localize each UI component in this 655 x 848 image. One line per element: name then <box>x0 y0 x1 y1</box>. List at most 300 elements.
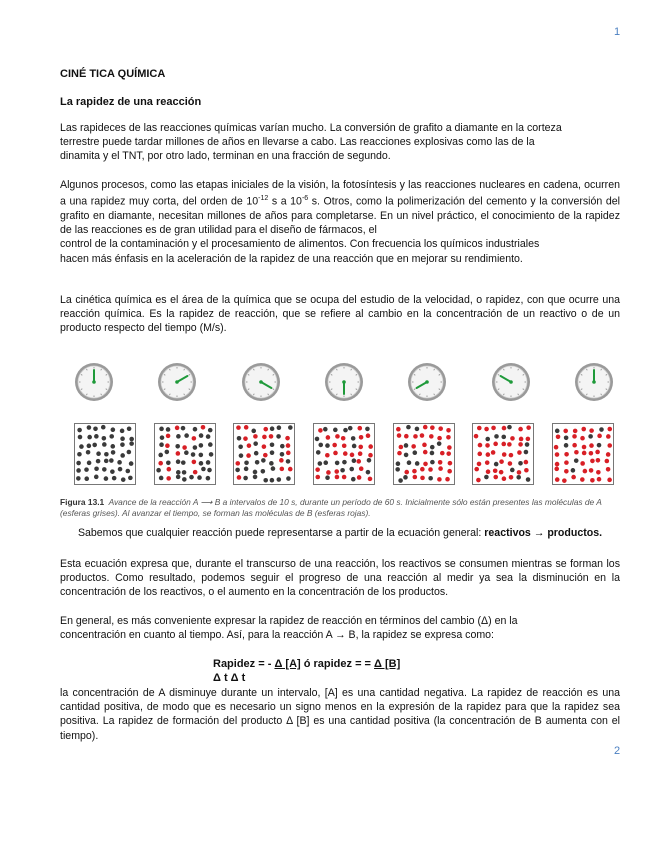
molecule-b <box>597 477 602 482</box>
molecule-b <box>597 434 602 439</box>
molecule-b <box>358 445 363 450</box>
molecule-b <box>315 475 320 480</box>
molecule-a <box>564 443 569 448</box>
page-number-bottom: 2 <box>614 745 621 757</box>
molecule-a <box>192 445 197 450</box>
molecule-a <box>94 434 99 439</box>
paragraph-6-line: concentración en cuanto al tiempo. Así, para la reacción A → B, la rapidez se expresa como: <box>60 629 494 642</box>
molecule-a <box>198 443 203 448</box>
molecule-a <box>502 435 507 440</box>
molecule-a <box>343 428 348 433</box>
molecule-a <box>192 427 197 432</box>
molecule-b <box>423 450 428 455</box>
molecule-a <box>352 458 357 463</box>
molecule-a <box>412 450 417 455</box>
molecule-a <box>271 466 276 471</box>
molecule-b <box>446 428 451 433</box>
molecule-b <box>447 445 452 450</box>
molecule-a <box>121 477 126 482</box>
molecule-a <box>94 466 99 471</box>
molecule-a <box>127 450 132 455</box>
molecule-b <box>555 462 560 467</box>
molecule-b <box>447 461 452 466</box>
molecule-b <box>280 467 285 472</box>
molecule-a <box>181 460 186 465</box>
molecule-a <box>205 434 210 439</box>
molecule-b <box>589 428 594 433</box>
molecule-b <box>269 434 274 439</box>
molecule-b <box>447 469 452 474</box>
molecule-b <box>359 435 364 440</box>
molecule-b <box>581 427 586 432</box>
molecule-b <box>596 470 601 475</box>
clock-center <box>259 380 263 384</box>
molecule-b <box>165 434 170 439</box>
molecule-b <box>237 475 242 480</box>
p2-text-b: s a 10 <box>268 195 302 208</box>
molecule-a <box>253 475 258 480</box>
molecule-b <box>556 435 561 440</box>
molecule-a <box>406 425 411 430</box>
molecule-a <box>208 428 213 433</box>
molecule-a <box>77 428 82 433</box>
molecule-a <box>207 468 212 473</box>
molecule-a <box>175 444 180 449</box>
molecule-b <box>555 452 560 457</box>
molecule-b <box>478 452 483 457</box>
molecule-a <box>94 475 99 480</box>
molecule-a <box>86 450 91 455</box>
molecule-a <box>201 467 206 472</box>
molecule-a <box>102 442 107 447</box>
molecule-box <box>393 423 455 485</box>
molecule-b <box>264 427 269 432</box>
molecule-b <box>485 460 490 465</box>
molecule-b <box>519 442 524 447</box>
paragraph-4 <box>60 526 620 540</box>
molecule-b <box>288 467 293 472</box>
molecule-a <box>286 459 291 464</box>
molecule-a <box>277 434 282 439</box>
molecule-a <box>120 429 125 434</box>
molecule-b <box>262 444 267 449</box>
molecule-b <box>571 475 576 480</box>
stopwatch-icon <box>157 362 197 402</box>
molecule-a <box>176 470 181 475</box>
molecule-b <box>554 467 559 472</box>
molecule-a <box>164 450 169 455</box>
p2-exponent-2: -6 <box>301 195 309 203</box>
molecule-a <box>111 427 116 432</box>
molecule-a <box>181 470 186 475</box>
molecule-b <box>562 478 567 483</box>
molecule-a <box>101 425 106 430</box>
molecule-a <box>189 475 194 480</box>
molecule-b <box>517 470 522 475</box>
molecule-a <box>239 453 244 458</box>
molecule-b <box>519 437 524 442</box>
molecule-b <box>357 475 362 480</box>
molecule-a <box>197 475 202 480</box>
molecule-b <box>315 467 320 472</box>
molecule-a <box>349 467 354 472</box>
molecule-a <box>323 427 328 432</box>
molecule-a <box>120 436 125 441</box>
molecule-a <box>110 444 115 449</box>
molecule-b <box>595 450 600 455</box>
molecule-b <box>574 450 579 455</box>
molecule-b <box>356 459 361 464</box>
molecule-a <box>414 427 419 432</box>
molecule-a <box>333 428 338 433</box>
molecule-a <box>264 478 269 483</box>
molecule-b <box>429 434 434 439</box>
molecule-a <box>198 461 203 466</box>
molecule-b <box>350 453 355 458</box>
molecule-a <box>599 427 604 432</box>
molecule-a <box>126 469 131 474</box>
molecule-b <box>486 443 491 448</box>
molecule-a <box>597 443 602 448</box>
clock-center <box>92 380 96 384</box>
molecule-a <box>109 434 114 439</box>
molecule-a <box>270 450 275 455</box>
molecule-b <box>247 443 252 448</box>
p2-text-a: Algunos procesos, como las etapas iniciales de la visión, la fotosíntesis y las reacciones nucleares en cadena, ocurren a una rapidez muy corta, del orden de 10 <box>60 179 620 208</box>
molecule-b <box>422 443 427 448</box>
paragraph-3: La cinética química es el área de la química que se ocupa del estudio de la velocidad, o rapidez, con que ocurre una reacción química. Es la rapidez de reacción, que se refiere al cambio en la concentración de un reactivo o de un producto respecto del tiempo (M/s). <box>60 294 620 335</box>
molecule-b <box>341 436 346 441</box>
molecule-a <box>128 476 133 481</box>
paragraph-5: Esta ecuación expresa que, durante el transcurso de una reacción, los reactivos se consumen mientras se forman los productos. Como resultado, podemos seguir el progreso de una reacción al medir ya sea la disminución en la concentración de los reactivos, o el aumento en la concentración de los productos. <box>60 558 620 599</box>
molecule-b <box>445 477 450 482</box>
p2-exponent-1: -12 <box>258 195 269 203</box>
molecule-a <box>430 445 435 450</box>
molecule-b <box>335 434 340 439</box>
molecule-b <box>526 437 531 442</box>
molecule-a <box>158 453 163 458</box>
molecule-b <box>412 475 417 480</box>
molecule-b <box>590 459 595 464</box>
molecule-a <box>176 434 181 439</box>
molecule-a <box>428 476 433 481</box>
molecule-a <box>111 450 116 455</box>
molecule-a <box>254 441 259 446</box>
molecule-a <box>342 460 347 465</box>
molecule-b <box>200 425 205 430</box>
molecule-b <box>343 451 348 456</box>
molecule-a <box>84 476 89 481</box>
stopwatch-icon <box>241 362 281 402</box>
molecule-a <box>351 477 356 482</box>
molecule-a <box>76 468 81 473</box>
molecule-a <box>182 477 187 482</box>
molecule-b <box>368 453 373 458</box>
molecule-b <box>606 452 611 457</box>
molecule-b <box>492 426 497 431</box>
molecule-a <box>102 436 107 441</box>
molecule-a <box>335 461 340 466</box>
molecule-b <box>564 452 569 457</box>
molecule-a <box>403 453 408 458</box>
molecule-b <box>580 461 585 466</box>
molecule-b <box>243 436 248 441</box>
molecule-a <box>574 458 579 463</box>
molecule-b <box>398 445 403 450</box>
molecule-a <box>198 453 203 458</box>
molecule-b <box>589 451 594 456</box>
molecule-a <box>564 436 569 441</box>
molecule-a <box>524 450 529 455</box>
molecule-a <box>494 462 499 467</box>
stopwatch-icon <box>491 362 531 402</box>
stopwatch-icon <box>407 362 447 402</box>
molecule-b <box>582 451 587 456</box>
clock-center <box>509 380 513 384</box>
molecule-a <box>254 451 259 456</box>
molecule-a <box>175 459 180 464</box>
molecule-box <box>313 423 375 485</box>
molecule-a <box>244 467 249 472</box>
molecule-a <box>118 467 123 472</box>
rate-equation-denominator: Δ t Δ t <box>213 672 246 684</box>
molecule-b <box>326 435 331 440</box>
molecule-b <box>236 425 241 430</box>
molecule-b <box>517 450 522 455</box>
molecule-a <box>78 435 83 440</box>
molecule-b <box>420 476 425 481</box>
molecule-b <box>607 427 612 432</box>
molecule-b <box>263 453 268 458</box>
molecule-b <box>438 466 443 471</box>
paragraph-1-line: terrestre puede tardar millones de años en llevarse a cabo. Las reacciones explosivas como las de la <box>60 136 535 149</box>
molecule-b <box>502 476 507 481</box>
rate-equation <box>213 658 400 670</box>
paragraph-6-line: En general, es más conveniente expresar la rapidez de reacción en términos del cambio (Δ) en la <box>60 615 518 627</box>
molecule-a <box>494 434 499 439</box>
molecule-b <box>193 470 198 475</box>
clock-center <box>342 380 346 384</box>
eq-middle: ó rapidez = = <box>300 658 375 670</box>
figure-caption <box>60 497 620 519</box>
molecule-a <box>120 453 125 458</box>
molecule-b <box>500 459 505 464</box>
molecule-b <box>573 429 578 434</box>
molecule-b <box>166 467 171 472</box>
molecule-b <box>485 427 490 432</box>
molecule-b <box>423 425 428 430</box>
molecule-b <box>502 442 507 447</box>
molecule-b <box>358 451 363 456</box>
molecule-b <box>404 434 409 439</box>
molecule-a <box>77 452 82 457</box>
molecule-a <box>236 468 241 473</box>
molecule-b <box>527 425 532 430</box>
molecule-a <box>165 427 170 432</box>
molecule-b <box>589 443 594 448</box>
molecule-b <box>491 450 496 455</box>
paragraph-2 <box>60 178 620 266</box>
molecule-a <box>429 451 434 456</box>
molecule-a <box>395 467 400 472</box>
molecule-a <box>316 450 321 455</box>
molecule-b <box>165 443 170 448</box>
molecule-b <box>423 462 428 467</box>
molecule-a <box>93 427 98 432</box>
molecule-b <box>607 478 612 483</box>
molecule-a <box>244 476 249 481</box>
molecule-a <box>205 476 210 481</box>
molecule-a <box>367 458 372 463</box>
molecule-a <box>325 475 330 480</box>
molecule-b <box>596 458 601 463</box>
clock-center <box>592 380 596 384</box>
molecule-b <box>508 461 513 466</box>
molecule-b <box>494 442 499 447</box>
molecule-a <box>588 434 593 439</box>
molecule-a <box>127 426 132 431</box>
eq-term-a: Δ [A] <box>274 658 301 670</box>
molecule-a <box>129 461 134 466</box>
molecule-a <box>129 437 134 442</box>
molecule-a <box>436 441 441 446</box>
molecule-box <box>154 423 216 485</box>
molecule-b <box>607 443 612 448</box>
molecule-b <box>486 469 491 474</box>
paragraph-2-main <box>60 178 620 237</box>
molecule-b <box>342 443 347 448</box>
paragraph-1 <box>60 121 620 164</box>
molecule-a <box>414 461 419 466</box>
molecule-b <box>606 467 611 472</box>
molecule-b <box>606 434 611 439</box>
molecule-box <box>472 423 534 485</box>
molecule-a <box>486 437 491 442</box>
molecule-box <box>552 423 614 485</box>
figure-caption-text: Avance de la reacción A ⟶ B a intervalos de 10 s, durante un período de 60 s. Inicialmente sólo están presentes las moléculas de A (esferas grises). Al avanzar el tiempo, se forman las moléculas de B (esferas rojas). <box>60 497 602 518</box>
molecule-a <box>87 425 92 430</box>
molecule-b <box>478 443 483 448</box>
molecule-a <box>269 461 274 466</box>
molecule-a <box>180 426 185 431</box>
molecule-b <box>583 469 588 474</box>
molecule-a <box>517 475 522 480</box>
clock-center <box>176 380 180 384</box>
molecule-a <box>571 468 576 473</box>
molecule-a <box>110 469 115 474</box>
molecule-a <box>252 429 257 434</box>
molecule-a <box>403 443 408 448</box>
molecule-a <box>348 426 353 431</box>
molecule-a <box>176 475 181 480</box>
molecule-b <box>244 425 249 430</box>
molecule-b <box>420 467 425 472</box>
molecule-b <box>509 453 514 458</box>
p4-arrow: → <box>530 527 548 539</box>
molecule-b <box>589 468 594 473</box>
molecule-a <box>112 476 117 481</box>
molecule-a <box>366 470 371 475</box>
molecule-b <box>286 451 291 456</box>
molecule-a <box>117 460 122 465</box>
doc-subheading: La rapidez de una reacción <box>60 96 202 108</box>
molecule-box <box>74 423 136 485</box>
molecule-a <box>270 426 275 431</box>
molecule-a <box>92 443 97 448</box>
molecule-a <box>340 468 345 473</box>
molecule-b <box>476 478 481 483</box>
molecule-a <box>261 458 266 463</box>
molecule-a <box>109 458 114 463</box>
molecule-a <box>87 435 92 440</box>
molecule-b <box>430 425 435 430</box>
molecule-a <box>255 460 260 465</box>
molecule-a <box>159 435 164 440</box>
molecule-a <box>403 475 408 480</box>
molecule-b <box>509 475 514 480</box>
doc-heading: CINÉ TICA QUÍMICA <box>60 68 166 80</box>
molecule-b <box>524 468 529 473</box>
p4-reactivos: reactivos <box>484 527 531 539</box>
molecule-b <box>604 459 609 464</box>
molecule-b <box>332 443 337 448</box>
molecule-a <box>484 475 489 480</box>
molecule-a <box>270 478 275 483</box>
molecule-a <box>525 442 530 447</box>
molecule-a <box>315 437 320 442</box>
molecule-a <box>318 461 323 466</box>
molecule-b <box>572 434 577 439</box>
molecule-b <box>247 453 252 458</box>
molecule-b <box>175 451 180 456</box>
p4-text: Sabemos que cualquier reacción puede representarse a partir de la ecuación general: <box>77 527 485 539</box>
molecule-a <box>261 469 266 474</box>
molecule-a <box>208 452 213 457</box>
molecule-a <box>104 459 109 464</box>
molecule-b <box>519 427 524 432</box>
molecule-a <box>277 477 282 482</box>
paragraph-7: la concentración de A disminuye durante un intervalo, [A] es una cantidad negativa. La rapidez de reacción es una cantidad positiva, de modo que es necesario un signo menos en la expresión de la rapidez para que la rapidez sea positiva. La rapidez de formación del producto Δ [B] es una cantidad positiva (la concentración de B aumenta con el tiempo). <box>60 687 620 742</box>
molecule-a <box>280 452 285 457</box>
molecule-b <box>342 475 347 480</box>
molecule-b <box>502 426 507 431</box>
molecule-b <box>174 426 179 431</box>
molecule-b <box>334 469 339 474</box>
molecule-b <box>366 433 371 438</box>
molecule-a <box>184 433 189 438</box>
molecule-b <box>253 434 258 439</box>
molecule-a <box>104 452 109 457</box>
eq-start: Rapidez = - <box>213 658 275 670</box>
molecule-a <box>318 443 323 448</box>
molecule-a <box>277 425 282 430</box>
molecule-b <box>236 461 241 466</box>
molecule-a <box>395 461 400 466</box>
molecule-a <box>526 477 531 482</box>
molecule-b <box>494 475 499 480</box>
molecule-b <box>477 462 482 467</box>
molecule-b <box>580 436 585 441</box>
molecule-b <box>404 470 409 475</box>
molecule-a <box>184 450 189 455</box>
molecule-a <box>76 461 81 466</box>
molecule-a <box>406 460 411 465</box>
molecule-b <box>474 434 479 439</box>
paragraph-2-line: hacen más énfasis en la aceleración de la rapidez de una reacción que en mejorar su rendimiento. <box>60 252 523 265</box>
molecule-b <box>428 467 433 472</box>
molecule-b <box>335 475 340 480</box>
molecule-b <box>438 426 443 431</box>
